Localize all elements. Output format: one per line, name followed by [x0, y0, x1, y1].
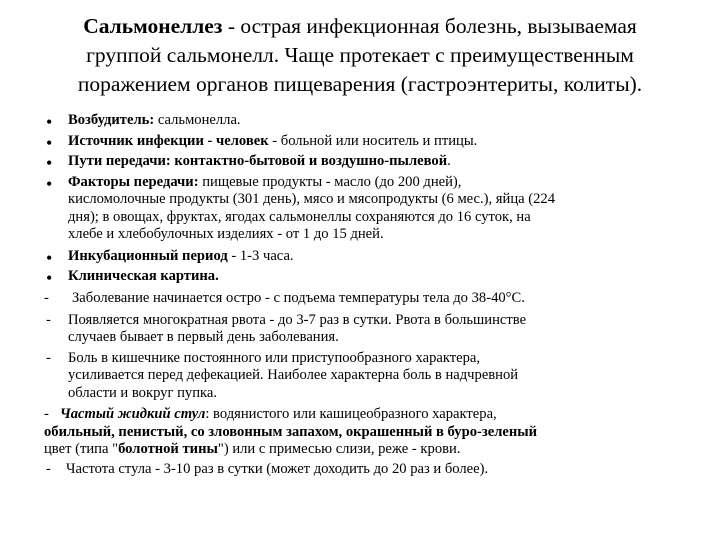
pain-line-1: Боль в кишечнике постоянного или приступообразного характера, — [68, 350, 481, 366]
dash-marker: - — [46, 312, 51, 328]
stool-line-1 — [44, 406, 497, 424]
list-item-frequency: Частота стула - 3-10 раз в сутки (может доходить до 20 раз и более). — [66, 461, 489, 477]
source-label: Источник инфекции - человек — [68, 133, 269, 149]
bullet-marker: • — [46, 153, 53, 173]
bullet-marker: • — [46, 248, 53, 268]
dash-marker: - — [46, 350, 51, 366]
pain-line-3: области и вокруг пупка. — [68, 385, 218, 401]
title-line-2: группой сальмонелл. Чаще протекает с преимущественным — [86, 43, 634, 67]
stool-label: Частый жидкий стул — [59, 406, 206, 422]
factors-line-4: хлебе и хлебобулочных изделиях - от 1 до 15 дней. — [68, 226, 384, 242]
bullet-marker: • — [46, 133, 53, 153]
list-item-onset: Заболевание начинается остро - с подъема температуры тела до 38-40°С. — [72, 290, 525, 306]
paths-label: Пути передачи: контактно-бытовой и воздушно-пылевой — [68, 153, 448, 169]
slide-title — [30, 12, 690, 99]
stool-line-2: обильный, пенистый, со зловонным запахом, окрашенный в буро-зеленый — [44, 424, 538, 440]
incubation-text: - 1-3 часа. — [227, 248, 294, 264]
list-item-incubation — [68, 248, 294, 266]
paths-text: . — [447, 153, 451, 169]
incubation-label: Инкубационный период — [68, 248, 228, 264]
factors-line-3: дня); в овощах, фруктах, ягодах сальмонеллы сохраняются до 16 суток, на — [68, 209, 531, 225]
title-line-3: поражением органов пищеварения (гастроэнтериты, колиты). — [77, 72, 643, 96]
title-term: Сальмонеллез — [83, 14, 223, 38]
list-item-factors — [68, 174, 461, 192]
stool-line-3 — [44, 441, 460, 459]
source-text: - больной или носитель и птицы. — [268, 133, 478, 149]
list-item-clinical — [68, 268, 219, 286]
vomit-line-1: Появляется многократная рвота - до 3-7 раз в сутки. Рвота в большинстве — [68, 312, 527, 328]
factors-line-2: кисломолочные продукты (301 день), мясо и мясопродукты (6 мес.), яйца (224 — [68, 191, 556, 207]
bullet-marker: • — [46, 174, 53, 194]
agent-text: сальмонелла. — [154, 112, 241, 128]
bullet-marker: • — [46, 112, 53, 132]
stool-line-3-post: ") или с примесью слизи, реже - крови. — [217, 441, 461, 457]
list-item-agent — [68, 112, 241, 130]
bullet-marker: • — [46, 268, 53, 288]
list-item-source — [68, 133, 477, 151]
dash-marker: - — [44, 406, 49, 422]
vomit-line-2: случаев бывает в первый день заболевания. — [68, 329, 339, 345]
stool-line-3-pre: цвет (типа " — [44, 441, 119, 457]
clinical-label: Клиническая картина. — [68, 268, 219, 284]
stool-line-3-bold: болотной тины — [118, 441, 218, 457]
list-item-paths — [68, 153, 451, 171]
dash-marker: - — [46, 461, 51, 477]
stool-line-1-rest: : водянистого или кашицеобразного характера, — [205, 406, 497, 422]
factors-line-1: пищевые продукты - масло (до 200 дней), — [198, 174, 462, 190]
dash-marker: - — [44, 290, 49, 306]
title-line-1: - острая инфекционная болезнь, вызываемая — [222, 14, 637, 38]
factors-label: Факторы передачи: — [68, 174, 199, 190]
agent-label: Возбудитель: — [68, 112, 155, 128]
pain-line-2: усиливается перед дефекацией. Наиболее характерна боль в надчревной — [68, 367, 519, 383]
